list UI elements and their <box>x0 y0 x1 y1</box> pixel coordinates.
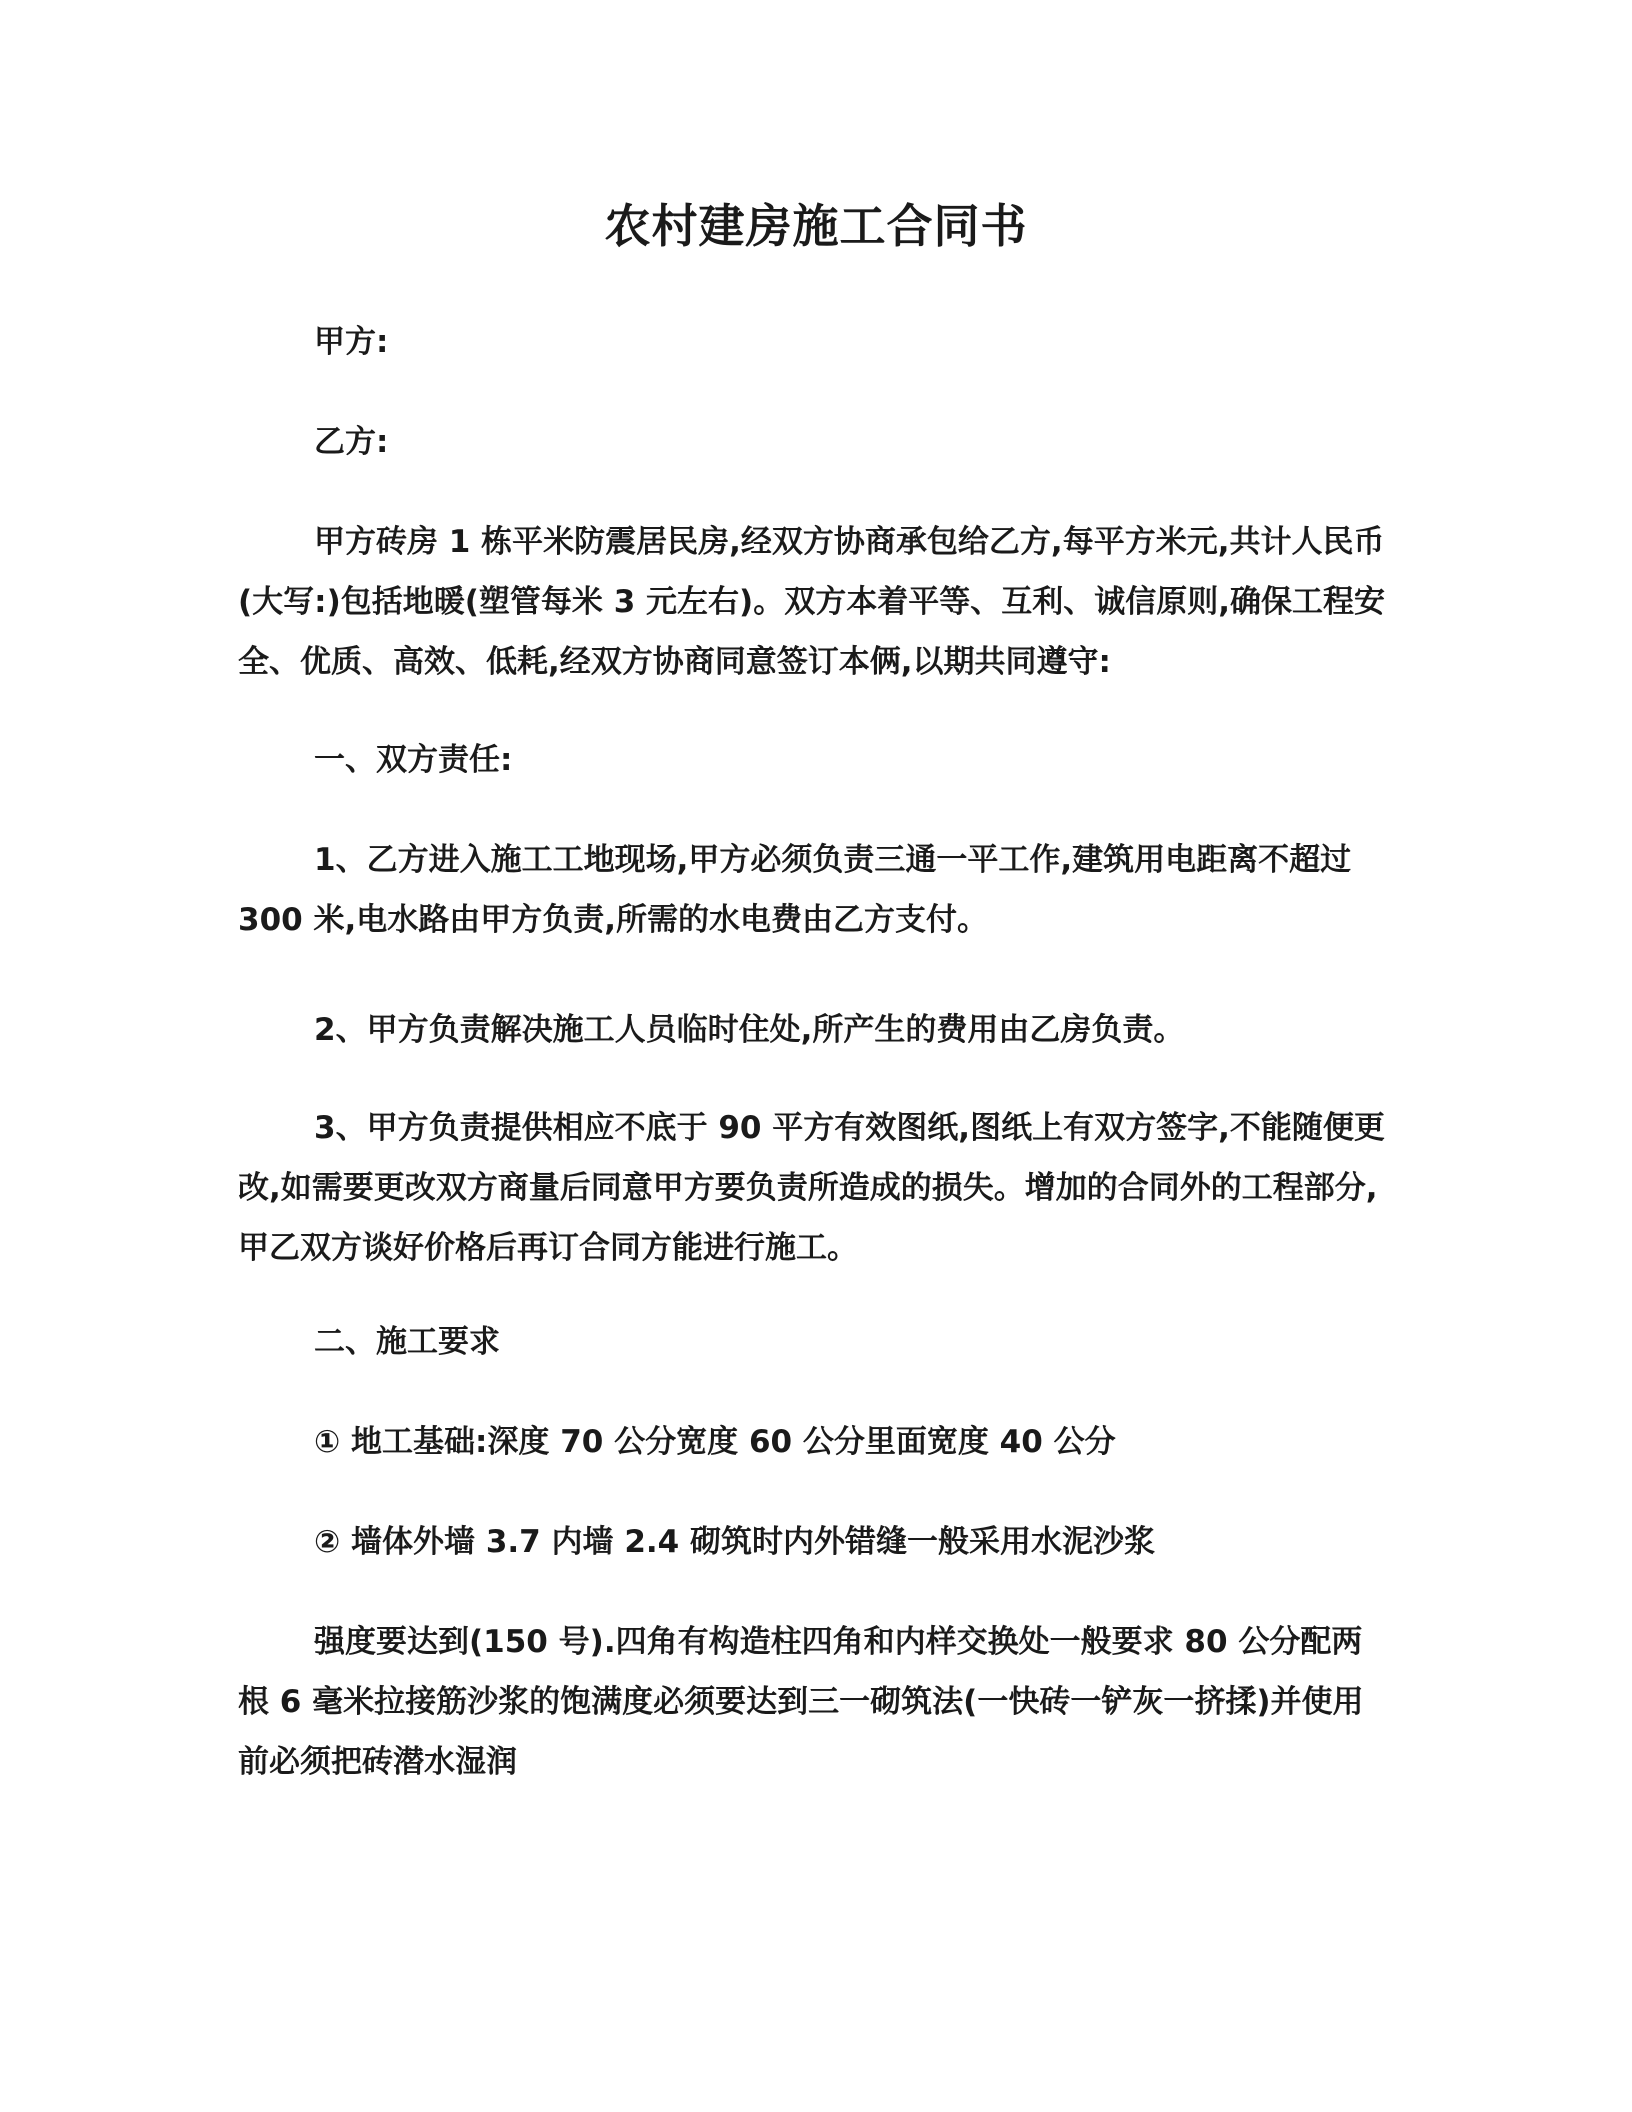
document-title: 农村建房施工合同书 <box>604 199 1028 253</box>
section-1-item-1: 1、乙方进入施工工地现场,甲方必须负责三通一平工作,建筑用电距离不超过 300 米,电水路由甲方负责,所需的水电费由乙方支付。 <box>238 842 1362 938</box>
section-1-item-2: 2、甲方负责解决施工人员临时住处,所产生的费用由乙房负责。 <box>314 1012 1185 1048</box>
section-2-item-2: ② 墙体外墙 3.7 内墙 2.4 砌筑时内外错缝一般采用水泥沙浆 <box>314 1524 1156 1560</box>
party-a-label: 甲方: <box>314 324 389 360</box>
section-2-heading: 二、施工要求 <box>314 1324 500 1360</box>
section-1-heading: 一、双方责任: <box>314 742 513 778</box>
section-2-item-3: 强度要达到(150 号).四角有构造柱四角和内样交换处一般要求 80 公分配两根 6 毫米拉接筋沙浆的饱满度必须要达到三一砌筑法(一快砖一铲灰一挤揉)并使用前必须把砖潜水湿润 <box>238 1624 1364 1780</box>
section-2-item-1: ① 地工基础:深度 70 公分宽度 60 公分里面宽度 40 公分 <box>314 1424 1116 1460</box>
intro-paragraph: 甲方砖房 1 栋平米防震居民房,经双方协商承包给乙方,每平方米元,共计人民币(大写:)包括地暖(塑管每米 3 元左右)。双方本着平等、互利、诚信原则,确保工程安全、优质、高效、低耗,经双方协商同意签订本俩,以期共同遵守: <box>238 524 1385 680</box>
section-1-item-3: 3、甲方负责提供相应不底于 90 平方有效图纸,图纸上有双方签字,不能随便更改,如需要更改双方商量后同意甲方要负责所造成的损失。增加的合同外的工程部分,甲乙双方谈好价格后再订合同方能进行施工。 <box>238 1110 1385 1266</box>
party-b-label: 乙方: <box>314 424 389 460</box>
